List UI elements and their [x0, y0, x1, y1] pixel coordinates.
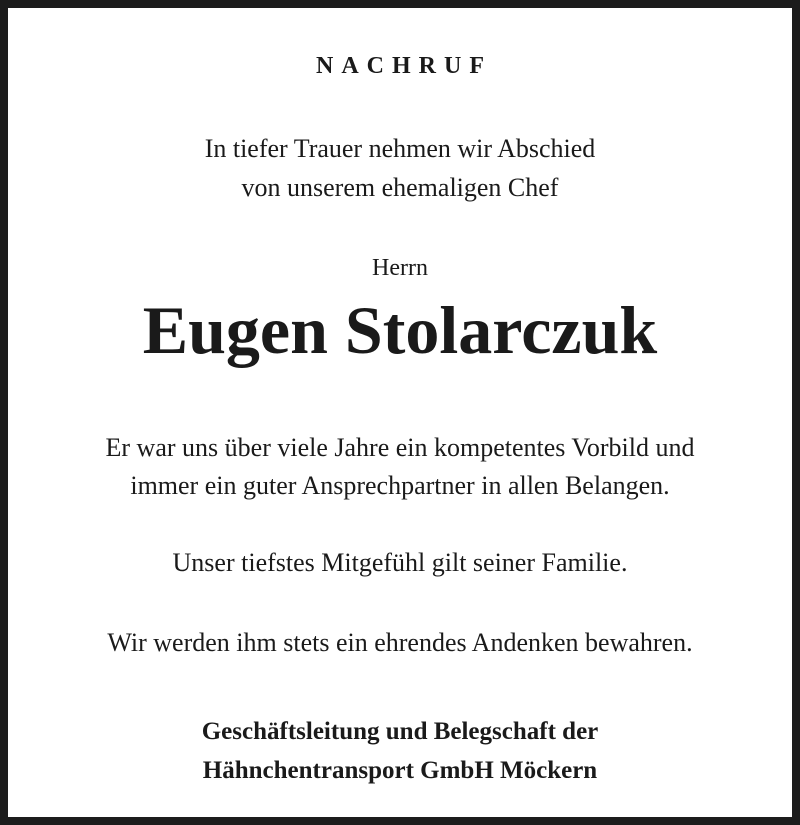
remembrance-text: Wir werden ihm stets ein ehrendes Andenken bewahren. [107, 628, 693, 657]
signature-block [16, 712, 784, 790]
deceased-name: Eugen Stolarczuk [142, 292, 658, 368]
condolence-text: Unser tiefstes Mitgefühl gilt seiner Familie. [172, 548, 628, 577]
tribute-line: Er war uns über viele Jahre ein kompetentes Vorbild und [105, 433, 695, 462]
signature-line: Hähnchentransport GmbH Möckern [202, 757, 598, 784]
intro-text [16, 129, 784, 207]
notice-heading: NACHRUF [316, 53, 492, 79]
signature-line: Geschäftsleitung und Belegschaft der [201, 718, 599, 745]
intro-line: In tiefer Trauer nehmen wir Abschied [204, 134, 596, 163]
intro-line: von unserem ehemaligen Chef [241, 173, 559, 202]
tribute-text [16, 429, 784, 505]
salutation: Herrn [372, 255, 428, 281]
tribute-line: immer ein guter Ansprechpartner in allen Belangen. [130, 471, 670, 500]
